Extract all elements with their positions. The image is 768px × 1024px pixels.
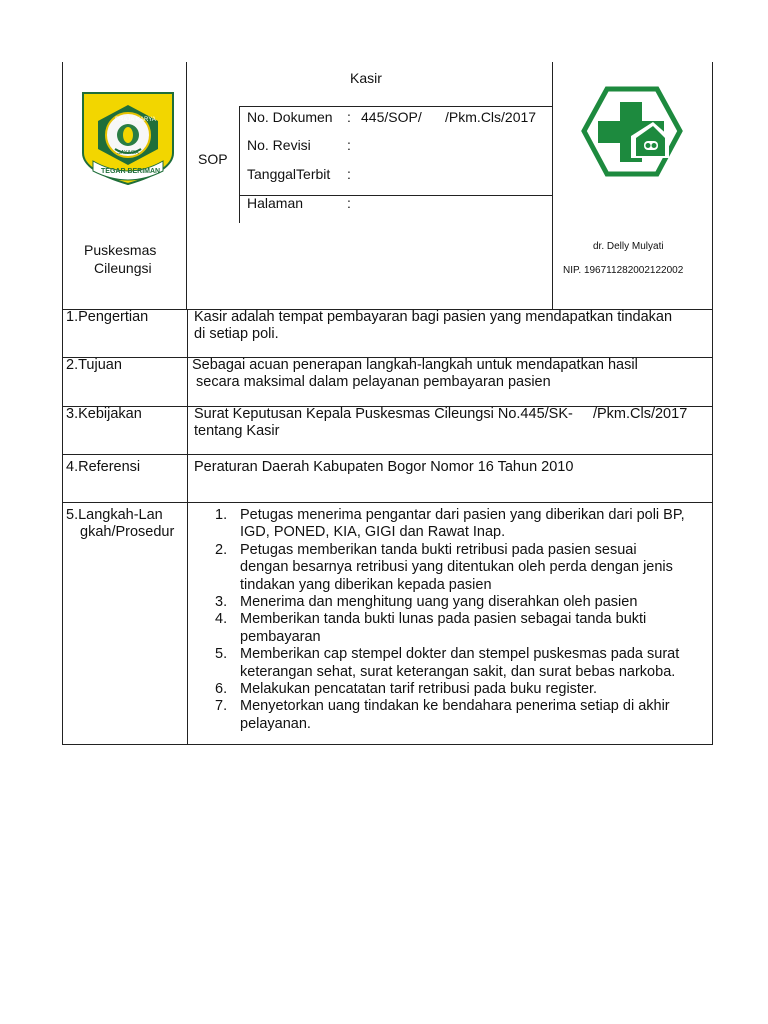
- sop-label: SOP: [198, 151, 228, 167]
- procedure-step: [194, 542, 709, 594]
- step-text: Menerima dan menghitung uang yang diserahkan oleh pasien: [240, 594, 638, 611]
- step-text: Petugas memberikan tanda bukti retribusi pada pasien sesuai: [240, 541, 637, 558]
- step-number: 4.: [215, 611, 228, 628]
- step-number: 5.: [215, 646, 228, 663]
- section-label-tujuan: 2.Tujuan: [66, 357, 122, 373]
- procedure-step: [194, 594, 709, 611]
- step-text: Melakukan pencatatan tarif retribusi pada buku register.: [240, 681, 598, 698]
- section-text-kebijakan: tentang Kasir: [194, 423, 280, 439]
- document-title: Kasir: [350, 70, 382, 86]
- procedure-step-list: [194, 507, 709, 733]
- section-text-pengertian: Kasir adalah tempat pembayaran bagi pasien yang mendapatkan tindakan: [194, 309, 673, 325]
- field-label-no-dokumen: No. Dokumen: [247, 109, 333, 125]
- table-left-border: [62, 309, 63, 745]
- section-label-prosedur-line1: 5.Langkah-Lan: [66, 507, 163, 523]
- step-text: pembayaran: [240, 628, 321, 645]
- header-fields-divider: [239, 106, 240, 223]
- field-colon-halaman: :: [347, 195, 351, 211]
- header-title-underline: [239, 106, 552, 107]
- logo-seal-right: KARYA: [136, 117, 156, 123]
- field-colon-tanggal-terbit: :: [347, 166, 351, 182]
- section-text-kebijakan: Surat Keputusan Kepala Puskesmas Cileungsi No.445/SK- /Pkm.Cls/2017: [194, 406, 688, 422]
- institution-name-line1: Puskesmas: [84, 242, 157, 258]
- logo-seal-bottom: SAYAGA: [117, 150, 139, 156]
- bogor-regency-logo: [81, 91, 175, 186]
- step-text: IGD, PONED, KIA, GIGI dan Rawat Inap.: [240, 524, 506, 541]
- table-row-divider: [62, 454, 713, 455]
- step-number: 1.: [215, 507, 228, 523]
- field-label-tanggal-terbit: TanggalTerbit: [247, 166, 331, 182]
- logo-motto: TEGAR BERIMAN: [101, 168, 161, 175]
- step-number: 2.: [215, 541, 228, 558]
- step-text: pelayanan.: [240, 715, 311, 732]
- field-colon-no-dokumen: :: [347, 109, 351, 125]
- step-text: dengan besarnya retribusi yang ditentukan oleh perda dengan jenis: [240, 559, 673, 576]
- field-label-halaman: Halaman: [247, 195, 304, 211]
- table-bottom-border: [62, 744, 713, 745]
- field-colon-no-revisi: :: [347, 137, 351, 153]
- table-row-divider: [62, 502, 713, 503]
- step-text: Memberikan cap stempel dokter dan stempel puskesmas pada surat: [240, 646, 680, 663]
- step-number: 3.: [215, 594, 228, 611]
- header-left-border: [62, 62, 63, 310]
- step-number: 6.: [215, 681, 228, 698]
- section-label-referensi: 4.Referensi: [66, 459, 141, 475]
- procedure-step: [194, 698, 709, 733]
- section-text-referensi: Peraturan Daerah Kabupaten Bogor Nomor 16 Tahun 2010: [194, 459, 574, 475]
- step-text: tindakan yang diberikan kepada pasien: [240, 576, 492, 593]
- institution-name-line2: Cileungsi: [94, 260, 152, 276]
- procedure-step: [194, 507, 709, 542]
- logo-seal-top: PRAJA: [115, 117, 135, 123]
- table-column-divider: [187, 309, 188, 745]
- procedure-step: [194, 611, 709, 646]
- header-right-border: [712, 62, 713, 310]
- section-label-prosedur-line2: gkah/Prosedur: [80, 524, 175, 540]
- step-text: Petugas menerima pengantar dari pasien yang diberikan dari poli BP,: [240, 507, 685, 523]
- step-text: Menyetorkan uang tindakan ke bendahara penerima setiap di akhir: [240, 698, 670, 715]
- section-text-tujuan: secara maksimal dalam pelayanan pembayaran pasien: [192, 374, 551, 390]
- procedure-step: [194, 646, 709, 681]
- field-value-no-dokumen: 445/SOP/ /Pkm.Cls/2017: [361, 109, 537, 125]
- step-text: Memberikan tanda bukti lunas pada pasien sebagai tanda bukti: [240, 611, 647, 628]
- section-label-pengertian: 1.Pengertian: [66, 309, 149, 325]
- puskesmas-logo: [581, 86, 683, 177]
- step-number: 7.: [215, 698, 228, 715]
- signatory-nip: NIP. 196711282002122002: [563, 265, 684, 276]
- signatory-name: dr. Delly Mulyati: [593, 241, 664, 252]
- section-text-pengertian: di setiap poli.: [194, 326, 279, 342]
- header-right-divider: [552, 62, 553, 310]
- section-label-kebijakan: 3.Kebijakan: [66, 406, 142, 422]
- field-label-no-revisi: No. Revisi: [247, 137, 311, 153]
- step-text: keterangan sehat, surat keterangan sakit, dan surat bebas narkoba.: [240, 663, 676, 680]
- section-text-tujuan: Sebagai acuan penerapan langkah-langkah untuk mendapatkan hasil: [192, 357, 638, 373]
- header-logo-divider: [186, 62, 187, 310]
- table-right-border: [712, 309, 713, 745]
- procedure-step: [194, 681, 709, 698]
